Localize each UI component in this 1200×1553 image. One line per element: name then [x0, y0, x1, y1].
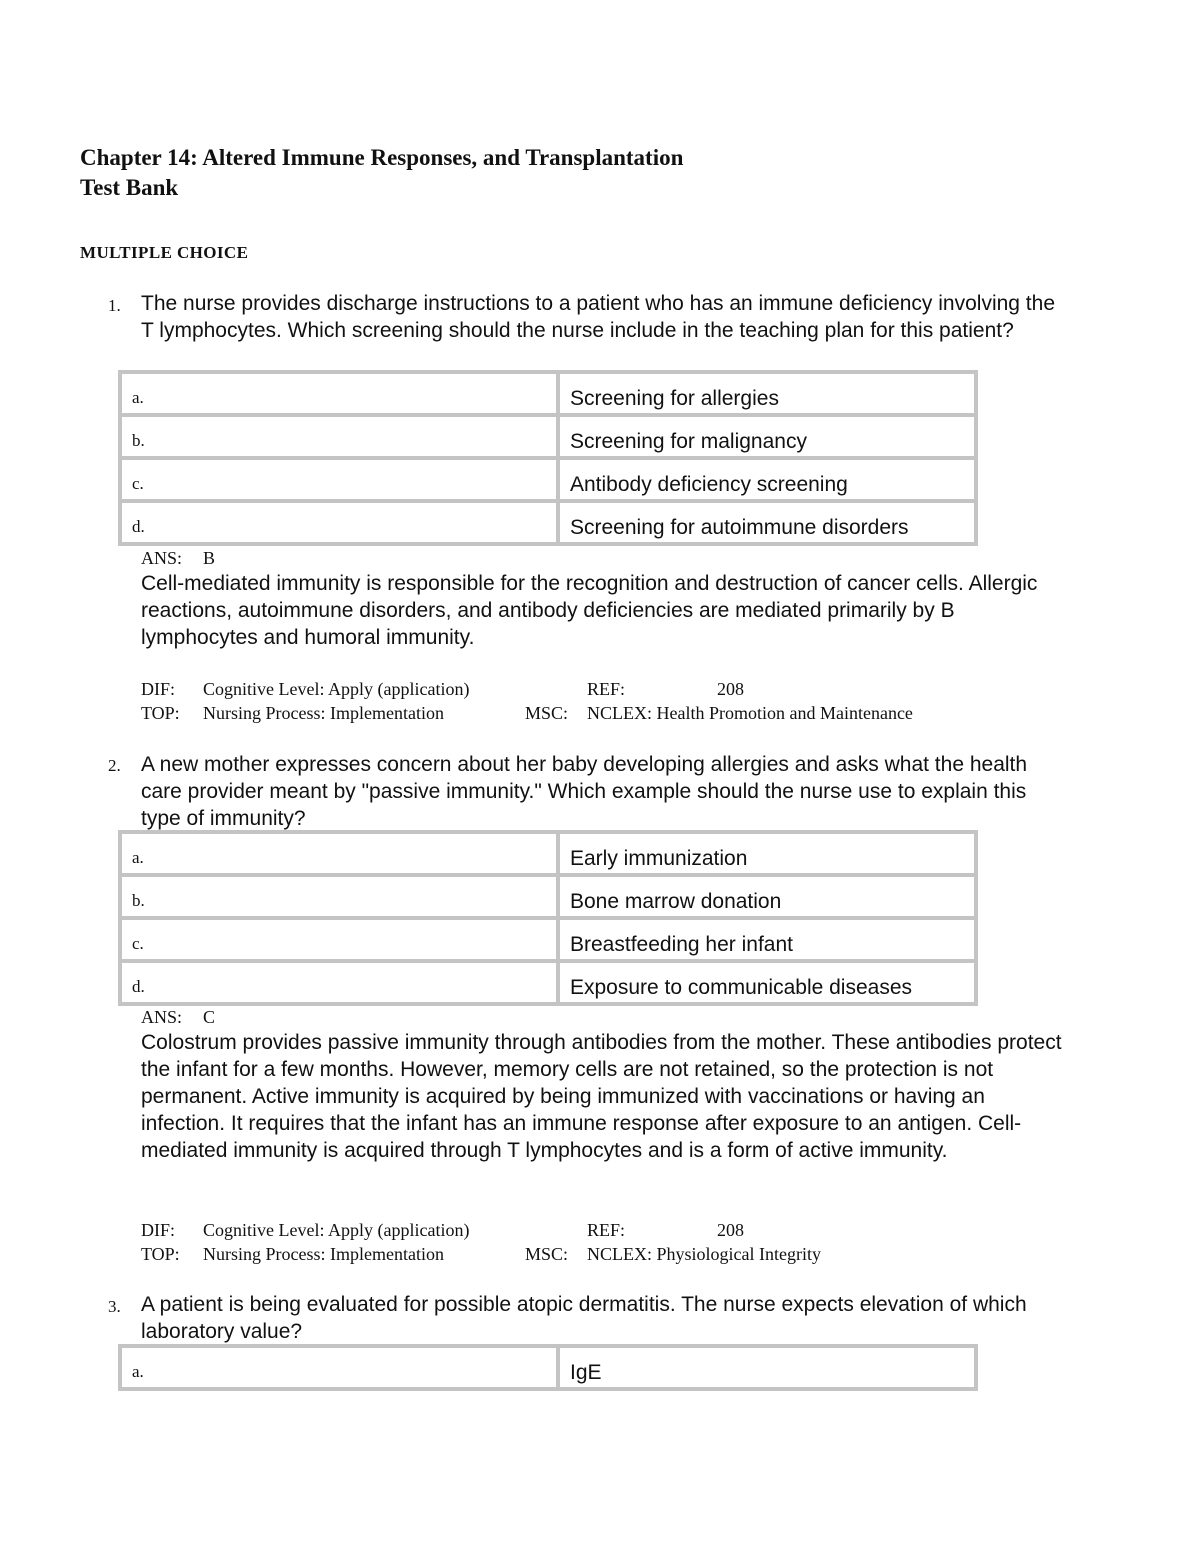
choice-text: Bone marrow donation [558, 875, 976, 918]
answer-label: ANS: [141, 1007, 183, 1027]
question-number: 2. [108, 756, 121, 775]
choice-row[interactable] [120, 501, 976, 544]
dif-value: Cognitive Level: Apply (application) [203, 1220, 470, 1240]
document-subtitle: Test Bank [80, 175, 179, 200]
choice-letter: b. [120, 875, 558, 918]
question-number: 1. [108, 296, 121, 315]
rationale: Colostrum provides passive immunity through antibodies from the mother. These antibodies protect the infant for a few months. However, memory cells are not retained, so the protection is not permanent. Active immunity is acquired by being immunized with vaccinations or having an infection. It requires that the infant has an immune response after exposure to an antigen. Cell-mediated immunity is acquired through T lymphocytes and is a form of active immunity. [141, 1031, 1062, 1162]
choice-row[interactable] [120, 918, 976, 961]
document-title: Chapter 14: Altered Immune Responses, and Transplantation [80, 145, 684, 170]
choice-text: Antibody deficiency screening [558, 458, 976, 501]
ref-value: 208 [717, 679, 744, 699]
choice-row[interactable] [120, 832, 976, 875]
top-label: TOP: [141, 703, 180, 723]
ref-value: 208 [717, 1220, 744, 1240]
choice-letter: d. [120, 501, 558, 544]
msc-value: NCLEX: Physiological Integrity [587, 1244, 821, 1264]
top-value: Nursing Process: Implementation [203, 1244, 444, 1264]
choice-text: Breastfeeding her infant [558, 918, 976, 961]
choice-letter: b. [120, 415, 558, 458]
choices-table [118, 830, 978, 1006]
question-stem: A new mother expresses concern about her baby developing allergies and asks what the health care provider meant by "passive immunity." Which example should the nurse use to explain this type of immunity? [141, 753, 1028, 830]
choice-text: Early immunization [558, 832, 976, 875]
choice-text: Screening for malignancy [558, 415, 976, 458]
answer-line [141, 1005, 215, 1029]
choice-row[interactable] [120, 458, 976, 501]
choice-letter: a. [120, 372, 558, 415]
question-number: 3. [108, 1297, 121, 1316]
choice-text: Screening for autoimmune disorders [558, 501, 976, 544]
choice-letter: c. [120, 918, 558, 961]
top-label: TOP: [141, 1244, 180, 1264]
msc-value: NCLEX: Health Promotion and Maintenance [587, 703, 913, 723]
msc-label: MSC: [525, 703, 569, 723]
choice-letter: a. [120, 1346, 558, 1389]
dif-value: Cognitive Level: Apply (application) [203, 679, 470, 699]
choice-letter: c. [120, 458, 558, 501]
choice-text: IgE [558, 1346, 976, 1389]
choices-table [118, 370, 978, 546]
choices-table [118, 1344, 978, 1391]
dif-label: DIF: [141, 1220, 176, 1240]
choice-row[interactable] [120, 1346, 976, 1389]
question-stem: The nurse provides discharge instructions to a patient who has an immune deficiency involving the T lymphocytes. Which screening should the nurse include in the teaching plan for this patient? [141, 292, 1056, 342]
choice-text: Screening for allergies [558, 372, 976, 415]
choice-text: Exposure to communicable diseases [558, 961, 976, 1004]
question-stem: A patient is being evaluated for possible atopic dermatitis. The nurse expects elevation of which laboratory value? [141, 1293, 1027, 1343]
dif-label: DIF: [141, 679, 176, 699]
answer-label: ANS: [141, 548, 183, 568]
section-heading: MULTIPLE CHOICE [80, 243, 249, 262]
rationale: Cell-mediated immunity is responsible for the recognition and destruction of cancer cells. Allergic reactions, autoimmune disorders, and antibody deficiencies are mediated primarily by B lymphocytes and humoral immunity. [141, 572, 1038, 649]
choice-row[interactable] [120, 961, 976, 1004]
answer-line [141, 546, 215, 570]
choice-row[interactable] [120, 875, 976, 918]
answer-value: C [203, 1007, 216, 1027]
top-value: Nursing Process: Implementation [203, 703, 444, 723]
answer-value: B [203, 548, 216, 568]
choice-letter: d. [120, 961, 558, 1004]
ref-label: REF: [587, 1220, 626, 1240]
choice-row[interactable] [120, 372, 976, 415]
msc-label: MSC: [525, 1244, 569, 1264]
ref-label: REF: [587, 679, 626, 699]
choice-letter: a. [120, 832, 558, 875]
choice-row[interactable] [120, 415, 976, 458]
